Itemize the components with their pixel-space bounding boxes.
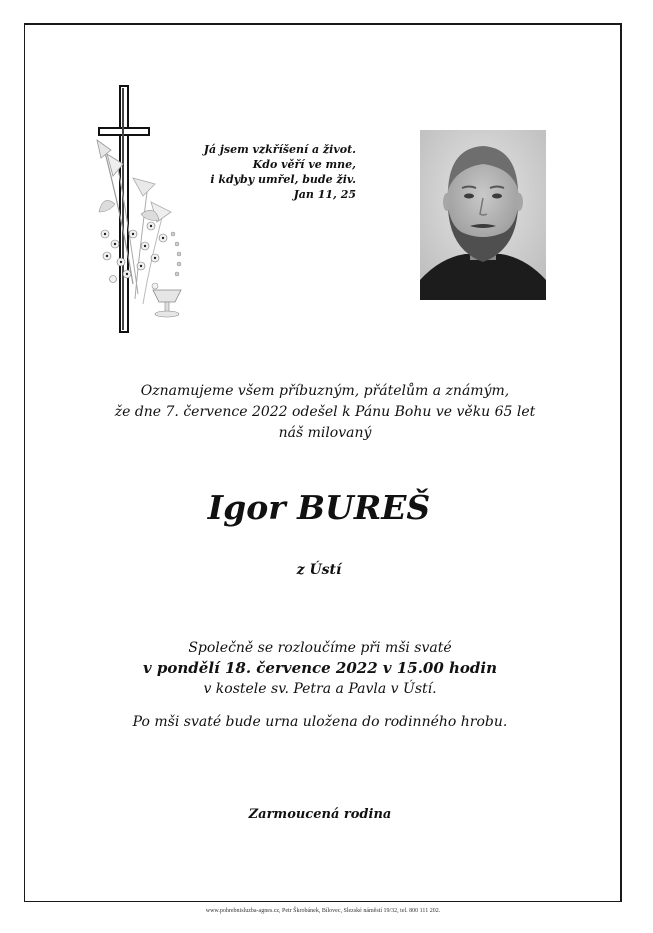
deceased-origin: z Ústí: [296, 562, 342, 578]
footer-contact: www.pohrebnisluzba-agnes.cz, Petr Škrobánek, Bílovec, Slezské náměstí 19/32, tel. 800 111 202.: [205, 908, 441, 914]
last-name: BUREŠ: [297, 488, 431, 527]
cross-icon: [93, 84, 205, 336]
announcement: [100, 381, 550, 444]
verse-line-3: i kdyby umřel, bude živ.: [210, 173, 356, 186]
verse-line-1: Já jsem vzkříšení a život.: [203, 143, 356, 156]
ceremony-info: [100, 638, 540, 699]
bible-verse: [200, 142, 356, 202]
ceremony-datetime: v pondělí 18. července 2022 v 15.00 hodin: [142, 659, 498, 677]
family-signoff: Zarmoucená rodina: [248, 807, 392, 822]
ceremony-place: v kostele sv. Petra a Pavla v Ústí.: [203, 681, 437, 697]
lily-flowers-icon: [97, 140, 181, 317]
portrait-photo: [420, 130, 546, 300]
announcement-line-1: Oznamujeme všem příbuzným, přátelům a známým,: [140, 383, 510, 399]
announcement-line-2: že dne 7. července 2022 odešel k Pánu Bohu ve věku 65 let: [114, 404, 536, 420]
urn-note: Po mši svaté bude urna uložena do rodinného hrobu.: [132, 714, 508, 730]
verse-reference: Jan 11, 25: [293, 188, 356, 201]
deceased-name: [100, 486, 538, 530]
first-name: Igor: [207, 488, 286, 527]
announcement-line-3: náš milovaný: [278, 425, 372, 441]
verse-line-2: Kdo věří ve mne,: [252, 158, 356, 171]
ceremony-intro: Společně se rozloučíme při mši svaté: [188, 640, 452, 656]
